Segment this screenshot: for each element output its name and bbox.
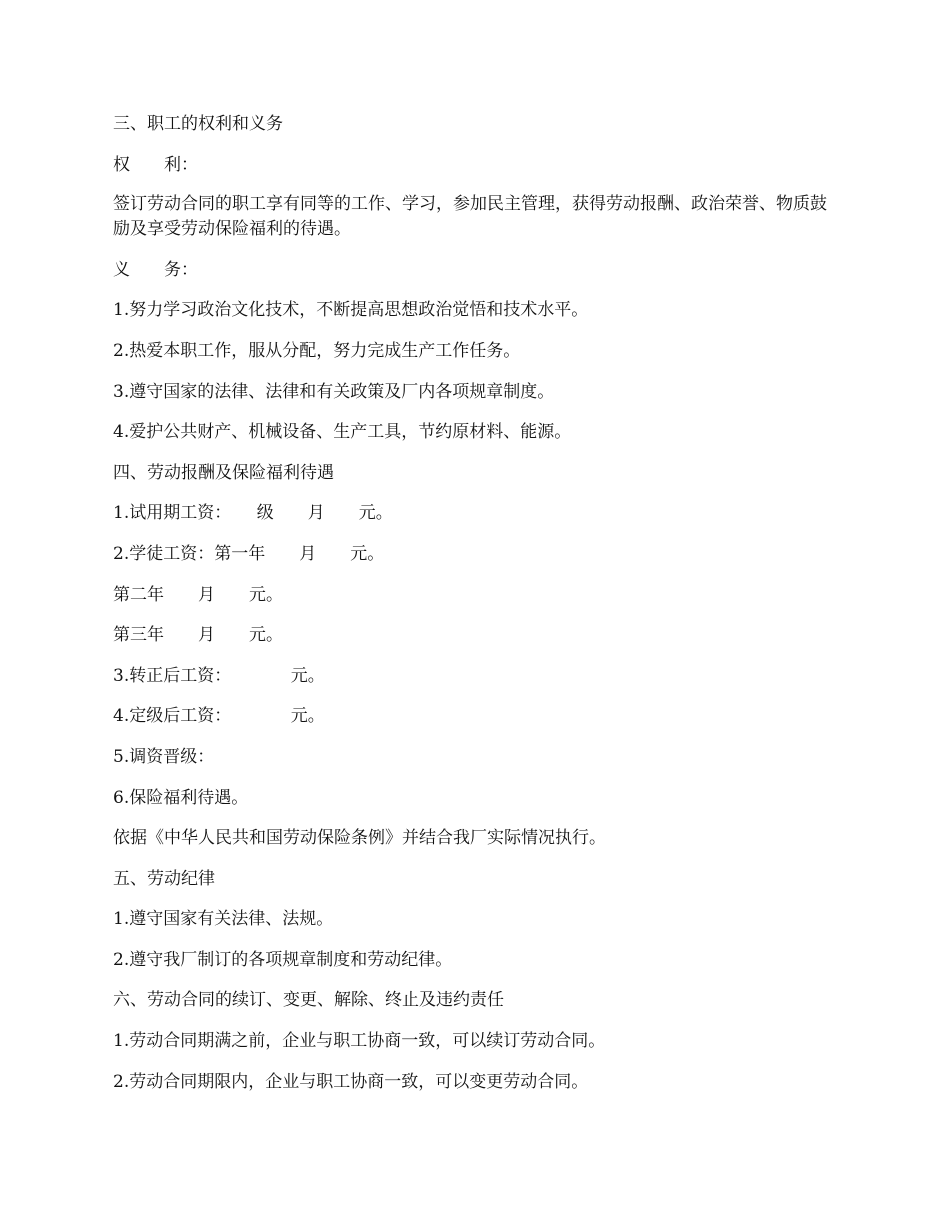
discipline-item-1: 1.遵守国家有关法律、法规。 — [113, 909, 334, 930]
compensation-item-3: 3.转正后工资： 元。 — [113, 665, 325, 686]
insurance-basis-text: 依据《中华人民共和国劳动保险条例》并结合我厂实际情况执行。 — [113, 828, 606, 849]
contract-item-2: 2.劳动合同期限内，企业与职工协商一致，可以变更劳动合同。 — [113, 1071, 589, 1092]
document-page — [113, 111, 843, 1109]
contract-item-1: 1.劳动合同期满之前，企业与职工协商一致，可以续订劳动合同。 — [113, 1031, 606, 1052]
discipline-item-2: 2.遵守我厂制订的各项规章制度和劳动纪律。 — [113, 949, 453, 970]
compensation-item-5: 5.调资晋级： — [113, 746, 215, 767]
subheading-duties: 义 务： — [113, 259, 198, 280]
section-heading-discipline: 五、劳动纪律 — [113, 868, 215, 889]
rights-paragraph: 签订劳动合同的职工享有同等的工作、学习，参加民主管理，获得劳动报酬、政治荣誉、物质鼓励及享受劳动保险福利的待遇。 — [113, 194, 827, 240]
subheading-rights: 权 利： — [113, 154, 198, 175]
section-heading-rights-duties: 三、职工的权利和义务 — [113, 114, 283, 134]
duty-item-3: 3.遵守国家的法律、法律和有关政策及厂内各项规章制度。 — [113, 381, 555, 402]
apprentice-year-3: 第三年 月 元。 — [113, 625, 283, 646]
compensation-item-6: 6.保险福利待遇。 — [113, 787, 249, 808]
duty-item-2: 2.热爱本职工作，服从分配，努力完成生产工作任务。 — [113, 340, 521, 361]
duty-item-1: 1.努力学习政治文化技术，不断提高思想政治觉悟和技术水平。 — [113, 300, 589, 321]
compensation-item-2: 2.学徒工资：第一年 月 元。 — [113, 543, 385, 564]
compensation-item-4: 4.定级后工资： 元。 — [113, 706, 325, 727]
duty-item-4: 4.爱护公共财产、机械设备、生产工具，节约原材料、能源。 — [113, 422, 572, 443]
section-heading-contract-changes: 六、劳动合同的续订、变更、解除、终止及违约责任 — [113, 990, 504, 1011]
apprentice-year-2: 第二年 月 元。 — [113, 584, 283, 605]
compensation-item-1: 1.试用期工资： 级 月 元。 — [113, 503, 393, 524]
section-heading-compensation: 四、劳动报酬及保险福利待遇 — [113, 462, 334, 483]
